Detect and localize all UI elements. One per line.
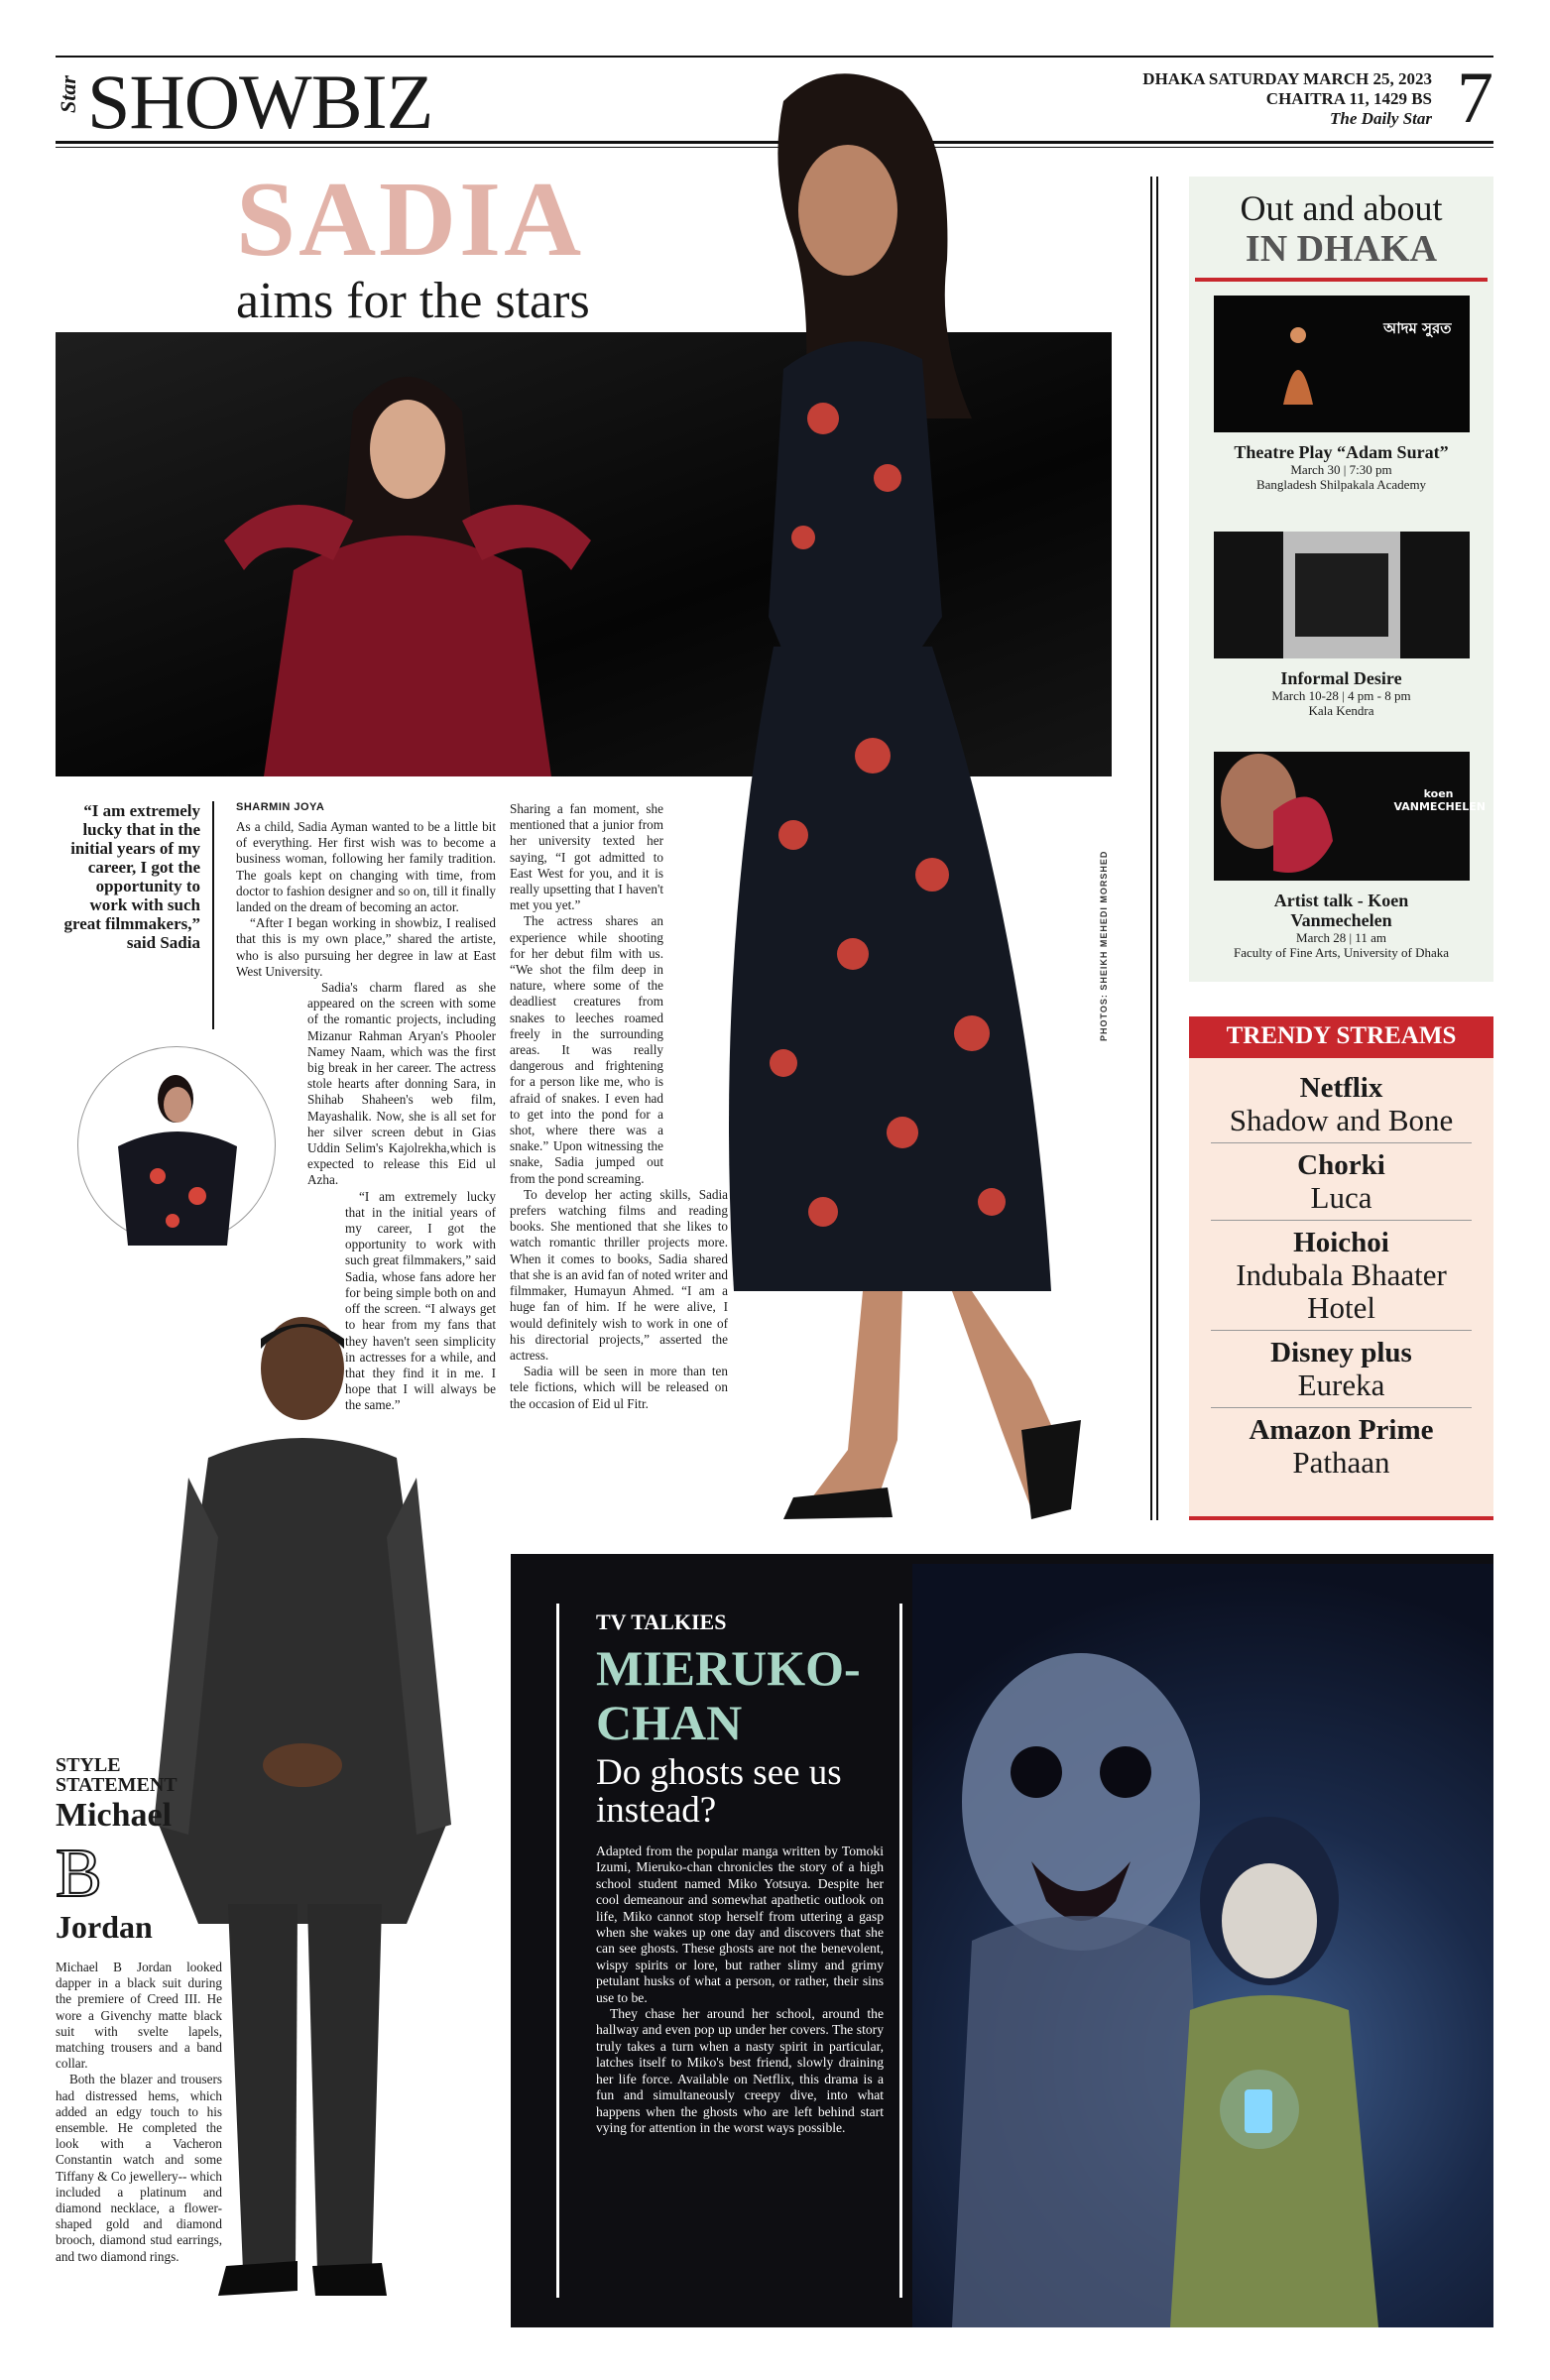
tv-left-rule <box>556 1604 559 2298</box>
event-venue: Kala Kendra <box>1308 703 1374 718</box>
mieruko-chan-artwork <box>912 1564 1493 2327</box>
jordan-last-name: Jordan <box>56 1909 153 1945</box>
stream-platform: Hoichoi <box>1293 1227 1389 1258</box>
photo-credit: PHOTOS: SHEIKH MEHEDI MORSHED <box>1099 850 1109 1041</box>
style-kicker-line1: STYLE <box>56 1754 121 1776</box>
event-title: Informal Desire <box>1280 668 1402 688</box>
tv-right-rule <box>899 1604 902 2298</box>
tv-paragraph: They chase her around her school, around the hallway and even pop up under her covers. The story truly takes a turn when a nasty spirit in particular, latches itself to Miko's best friend, slowly draining her life force. Available on Netflix, this drama is a fun and simultaneously creepy dive, into what happens when the ghosts who are left behind start vying for attention in the worst ways possible. <box>596 2006 884 2135</box>
streams-title: TRENDY STREAMS <box>1189 1016 1493 1058</box>
event-time: March 10-28 | 4 pm - 8 pm <box>1271 688 1411 703</box>
event-venue: Bangladesh Shilpakala Academy <box>1255 477 1427 492</box>
date-line-2: CHAITRA 11, 1429 BS <box>1265 89 1432 108</box>
style-kicker <box>56 1755 178 1795</box>
tv-text-block <box>596 1604 884 2136</box>
section-title: SHOWBIZ <box>87 59 433 145</box>
sadia-standing-photo <box>674 61 1170 1529</box>
event-thumbnail <box>1214 532 1470 658</box>
stream-title: Eureka <box>1297 1368 1385 1402</box>
stream-platform: Disney plus <box>1270 1337 1412 1368</box>
jordan-body <box>56 1960 222 2265</box>
event-thumb-text: koen VANMECHELEN <box>1393 787 1486 813</box>
sadia-subhead: aims for the stars <box>236 273 590 329</box>
anime-illustration <box>912 1564 1493 2327</box>
stream-title: Pathaan <box>1292 1445 1390 1480</box>
byline: SHARMIN JOYA <box>236 801 325 813</box>
pull-quote-divider <box>212 801 214 1029</box>
stream-item[interactable] <box>1211 1408 1472 1485</box>
sadia-column-2 <box>510 801 728 1412</box>
sadia-paragraph: Sadia will be seen in more than ten tele fictions, which will be released on the occasion of Eid ul Fitr. <box>510 1364 728 1411</box>
stream-title: Shadow and Bone <box>1229 1103 1454 1137</box>
pull-quote: “I am extremely lucky that in the initial years of my career, I got the opportunity to work with such great filmmakers,” said Sadia <box>63 801 200 952</box>
tv-title-line1: MIERUKO- <box>596 1640 861 1696</box>
event-title: Artist talk - Koen Vanmechelen <box>1273 891 1409 930</box>
jordan-first-name: Michael <box>56 1797 173 1834</box>
stream-platform: Chorki <box>1297 1149 1385 1181</box>
event-thumb-text: আদম সুরত <box>1383 319 1452 337</box>
sadia-headline-block <box>236 161 590 329</box>
tv-subhead: Do ghosts see us instead? <box>596 1752 842 1831</box>
dateline <box>1142 69 1432 129</box>
out-title: Out and about <box>1240 188 1443 228</box>
stream-title: Indubala Bhaater Hotel <box>1236 1257 1447 1325</box>
sadia-paragraph: Sharing a fan moment, she mentioned that a junior from her university texted her saying, “I got admitted to East West for you, and it is really upsetting that I haven't met you yet.” <box>510 801 663 913</box>
tv-body <box>596 1844 884 2136</box>
sadia-paragraph: As a child, Sadia Ayman wanted to be a little bit of everything. Her first wish was to become a business woman, following her family tradition. The goals kept on changing with time, from doctor to fashion designer and so on, till it finally landed on the dream of becoming an actor. <box>236 819 496 915</box>
event-card[interactable] <box>1189 532 1493 718</box>
sadia-paragraph: “After I began working in showbiz, I realised that this is my own place,” shared the artiste, who is also pursuing her degree in law at East West University. <box>236 915 496 979</box>
jordan-paragraph: Michael B Jordan looked dapper in a black suit during the premiere of Creed III. He wore a Givenchy matte black suit with svelte lapels, matching trousers and a band collar. <box>56 1960 222 2072</box>
event-thumbnail <box>1214 296 1470 432</box>
event-time: March 30 | 7:30 pm <box>1290 462 1392 477</box>
sadia-paragraph: To develop her acting skills, Sadia prefers watching films and reading books. She mentioned that she likes to watch romantic thriller projects more. When it comes to books, Sadia shared that she is an avid fan of noted writer and filmmaker, Humayun Ahmed. “I am a huge fan of him. If he were alive, I would definitely wish to work in one of his directorial projects,” asserted the actress. <box>510 1186 728 1363</box>
stream-item[interactable] <box>1211 1221 1472 1331</box>
paper-name: The Daily Star <box>1330 109 1432 128</box>
stream-platform: Amazon Prime <box>1249 1414 1434 1446</box>
tv-title-line2: CHAN <box>596 1695 743 1750</box>
event-venue: Faculty of Fine Arts, University of Dhaka <box>1234 945 1449 960</box>
stream-item[interactable] <box>1211 1331 1472 1408</box>
star-logo: Star <box>56 75 80 113</box>
jordan-paragraph: Both the blazer and trousers had distressed hems, which added an edgy touch to his ensemble. He completed the look with a Vacheron Constantin watch and some Tiffany & Co jewellery-- which included a platinum and diamond necklace, a flower-shaped gold and diamond brooch, diamond stud earrings, and two diamond rings. <box>56 2072 222 2264</box>
stream-platform: Netflix <box>1299 1072 1383 1104</box>
exhibit-artwork <box>1283 532 1400 658</box>
event-card[interactable] <box>1189 296 1493 492</box>
artist-talk-poster-image <box>1214 752 1486 881</box>
sadia-paragraph: “I am extremely lucky that in the initial years of my career, I got the opportunity to work with such great filmmakers,” said Sadia, whose fans adore her for being simple both on and off the screen. “I always get to hear from my fans that they haven't seen simplicity in actresses for a while, and that they find it in me. I hope that I will always be the same.” <box>345 1188 496 1413</box>
top-rule <box>56 56 1493 58</box>
tv-kicker: TV TALKIES <box>596 1609 727 1634</box>
sadia-paragraph: Sadia's charm flared as she appeared on the screen with some of the romantic projects, including Mizanur Rahman Aryan's Phooler Namey Naam, which was the first big break in her career. The actress stole hearts after donning Sara, in Shihab Shaheen's web film, Mayashalik. Now, she is all set for her silver screen debut in Gias Uddin Selim's Kajolrekha,which is expected to release this Eid ul Azha. <box>307 980 496 1188</box>
stream-item[interactable] <box>1211 1143 1472 1221</box>
out-red-rule <box>1195 278 1488 282</box>
event-thumbnail <box>1214 752 1486 881</box>
stream-title: Luca <box>1310 1180 1372 1215</box>
event-time: March 28 | 11 am <box>1296 930 1386 945</box>
event-card[interactable] <box>1189 752 1493 960</box>
tv-paragraph: Adapted from the popular manga written by Tomoki Izumi, Mieruko-chan chronicles the story of a high school student named Miko Yotsuya. Despite her cool demeanour and somewhat apathetic outlook on life, Miko cannot stop herself from uttering a gasp when she wakes up one day and discovers that she can see ghosts. These ghosts are not the benevolent, wispy spirits or lore, but rather slimy and grimy petulant husks of what a person, or rather, their sins use to be. <box>596 1844 884 2005</box>
trendy-streams-panel <box>1189 1016 1493 1520</box>
out-title-highlight: IN DHAKA <box>1245 228 1438 270</box>
sadia-paragraph: The actress shares an experience while shooting for her debut film with us. “We shot the film deep in nature, where some of the deadliest creatures from snakes to leeches roamed freely in the surrounding areas. It was really dangerous and frightening for a person like me, who is afraid of snakes. I even had to get into the pond for a shot, where there was a snake.” Upon witnessing the snake, Sadia jumped out from the pond screaming. <box>510 913 663 1186</box>
jordan-initial: B <box>56 1836 102 1912</box>
theatre-poster-image <box>1214 296 1470 432</box>
sadia-headline: SADIA <box>236 161 585 279</box>
out-and-about-panel <box>1189 177 1493 982</box>
event-title: Theatre Play “Adam Surat” <box>1234 442 1449 462</box>
style-kicker-line2: STATEMENT <box>56 1774 178 1796</box>
date-line-1: DHAKA SATURDAY MARCH 25, 2023 <box>1142 69 1432 88</box>
stream-item[interactable] <box>1211 1058 1472 1143</box>
page-number: 7 <box>1457 58 1493 139</box>
